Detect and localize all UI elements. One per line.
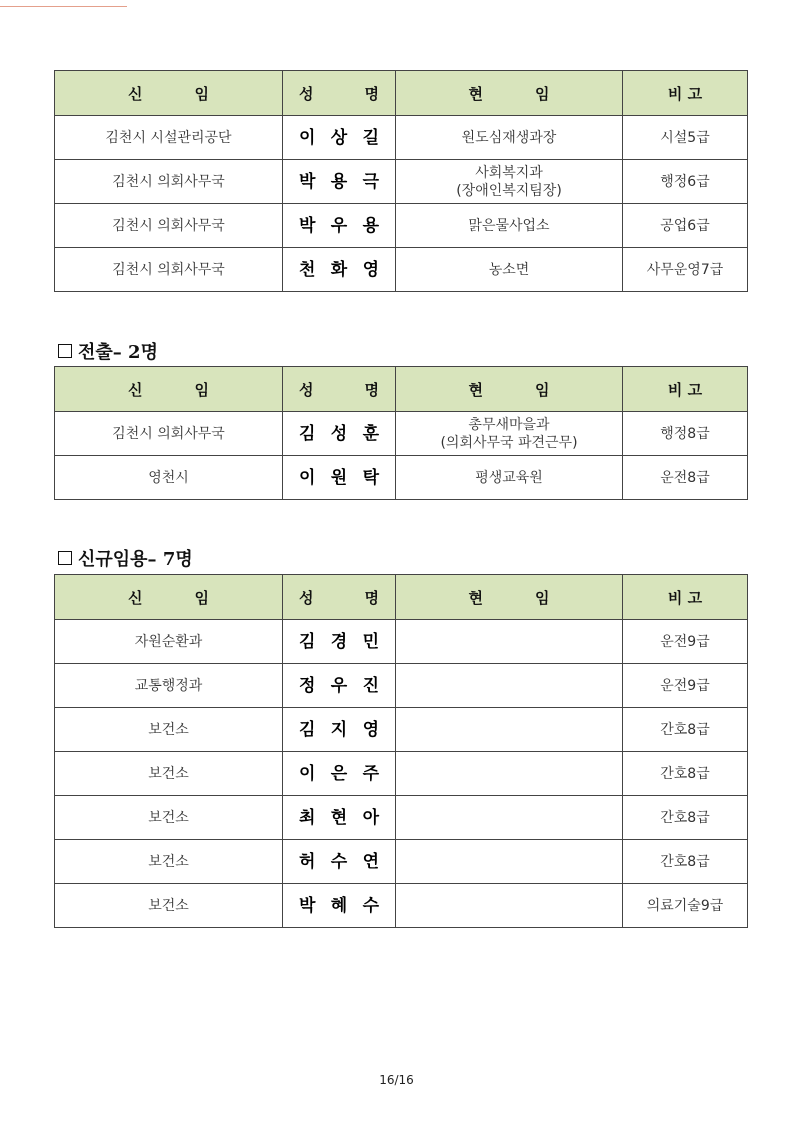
current-post-line: (의회사무국 파견근무) bbox=[440, 434, 578, 451]
table-row bbox=[55, 204, 748, 248]
dept-cell: 보건소 bbox=[55, 840, 283, 884]
header-row bbox=[55, 575, 748, 620]
dept-cell: 교통행정과 bbox=[55, 664, 283, 708]
header-char: 임 bbox=[194, 588, 209, 607]
name-cell bbox=[283, 884, 396, 928]
header-cell-note: 비 고 bbox=[623, 575, 748, 620]
header-label bbox=[396, 587, 622, 608]
note-cell: 운전8급 bbox=[623, 456, 748, 500]
name-char: 박 bbox=[299, 171, 316, 192]
table-row bbox=[55, 708, 748, 752]
name-char: 혜 bbox=[330, 895, 348, 916]
person-name bbox=[283, 809, 395, 827]
header-cell-new-post bbox=[55, 71, 283, 116]
current-post-cell bbox=[396, 664, 623, 708]
personnel-table-3 bbox=[54, 574, 748, 928]
header-label bbox=[396, 379, 622, 400]
name-char: 김 bbox=[299, 719, 316, 740]
person-name bbox=[283, 677, 395, 695]
person-name bbox=[283, 897, 395, 915]
header-char: 임 bbox=[535, 380, 550, 399]
header-cell-current-post bbox=[396, 367, 623, 412]
current-post-line: 총무새마을과 bbox=[468, 416, 550, 433]
header-char: 신 bbox=[128, 84, 143, 103]
note-cell: 운전9급 bbox=[623, 620, 748, 664]
current-post-cell bbox=[396, 412, 623, 456]
table-body bbox=[55, 116, 748, 292]
header-char: 성 bbox=[299, 588, 314, 607]
name-char: 진 bbox=[362, 675, 379, 696]
header-cell-new-post bbox=[55, 575, 283, 620]
table-header bbox=[55, 575, 748, 620]
name-cell bbox=[283, 248, 396, 292]
header-cell-new-post bbox=[55, 367, 283, 412]
current-post-line: 원도심재생과장 bbox=[461, 129, 557, 146]
note-cell: 행정6급 bbox=[623, 160, 748, 204]
current-post-cell bbox=[396, 116, 623, 160]
name-char: 이 bbox=[299, 127, 316, 148]
name-char: 정 bbox=[299, 675, 316, 696]
name-cell bbox=[283, 412, 396, 456]
current-post-cell bbox=[396, 248, 623, 292]
dept-cell: 영천시 bbox=[55, 456, 283, 500]
name-char: 수 bbox=[330, 851, 348, 872]
current-post-cell bbox=[396, 204, 623, 248]
name-char: 최 bbox=[299, 807, 316, 828]
header-cell-current-post bbox=[396, 575, 623, 620]
current-post-cell bbox=[396, 884, 623, 928]
name-cell bbox=[283, 708, 396, 752]
header-label bbox=[55, 83, 282, 104]
name-char: 화 bbox=[330, 259, 348, 280]
note-cell: 간호8급 bbox=[623, 840, 748, 884]
section-title: 신규임용– 7명 bbox=[78, 549, 193, 570]
note-cell: 시설5급 bbox=[623, 116, 748, 160]
dept-cell: 김천시 의회사무국 bbox=[55, 204, 283, 248]
note-cell: 간호8급 bbox=[623, 796, 748, 840]
note-cell: 행정8급 bbox=[623, 412, 748, 456]
current-post-cell bbox=[396, 840, 623, 884]
table-row bbox=[55, 116, 748, 160]
table-body bbox=[55, 620, 748, 928]
table-row bbox=[55, 248, 748, 292]
table-row bbox=[55, 456, 748, 500]
header-char: 명 bbox=[364, 380, 379, 399]
current-post-line: (장애인복지팀장) bbox=[456, 182, 562, 199]
name-cell bbox=[283, 116, 396, 160]
table-row bbox=[55, 840, 748, 884]
name-char: 박 bbox=[299, 215, 316, 236]
name-char: 민 bbox=[362, 631, 379, 652]
dept-cell: 보건소 bbox=[55, 796, 283, 840]
table-row bbox=[55, 752, 748, 796]
name-cell bbox=[283, 664, 396, 708]
name-char: 우 bbox=[330, 215, 348, 236]
header-cell-current-post bbox=[396, 71, 623, 116]
current-post-cell bbox=[396, 620, 623, 664]
section-title: 전출– 2명 bbox=[78, 342, 158, 363]
person-name bbox=[283, 425, 395, 443]
section-heading-new-hire bbox=[58, 545, 193, 571]
current-post-line: 맑은물사업소 bbox=[468, 217, 550, 234]
current-post-cell bbox=[396, 456, 623, 500]
name-char: 이 bbox=[299, 763, 316, 784]
note-cell: 사무운영7급 bbox=[623, 248, 748, 292]
header-char: 임 bbox=[535, 588, 550, 607]
checkbox-square-icon bbox=[58, 344, 72, 358]
table-row bbox=[55, 884, 748, 928]
dept-cell: 김천시 의회사무국 bbox=[55, 248, 283, 292]
name-cell bbox=[283, 796, 396, 840]
person-name bbox=[283, 633, 395, 651]
personnel-table-1 bbox=[54, 70, 748, 292]
person-name bbox=[283, 853, 395, 871]
name-char: 지 bbox=[330, 719, 348, 740]
note-cell: 운전9급 bbox=[623, 664, 748, 708]
table-row bbox=[55, 620, 748, 664]
header-char: 현 bbox=[468, 84, 483, 103]
name-char: 연 bbox=[362, 851, 379, 872]
current-post-line: 농소면 bbox=[488, 261, 530, 278]
table-row bbox=[55, 412, 748, 456]
name-char: 상 bbox=[330, 127, 348, 148]
name-char: 용 bbox=[362, 215, 379, 236]
name-char: 용 bbox=[330, 171, 348, 192]
header-cell-note: 비 고 bbox=[623, 71, 748, 116]
table-header bbox=[55, 71, 748, 116]
name-char: 길 bbox=[362, 127, 379, 148]
current-post-cell bbox=[396, 752, 623, 796]
name-cell bbox=[283, 456, 396, 500]
name-char: 탁 bbox=[362, 467, 379, 488]
dept-cell: 자원순환과 bbox=[55, 620, 283, 664]
header-cell-note: 비 고 bbox=[623, 367, 748, 412]
header-char: 임 bbox=[535, 84, 550, 103]
name-char: 원 bbox=[330, 467, 348, 488]
name-char: 주 bbox=[362, 763, 379, 784]
current-post-cell bbox=[396, 796, 623, 840]
current-post-line: 평생교육원 bbox=[475, 469, 543, 486]
name-char: 훈 bbox=[362, 423, 379, 444]
name-char: 박 bbox=[299, 895, 316, 916]
header-char: 신 bbox=[128, 380, 143, 399]
name-char: 수 bbox=[362, 895, 379, 916]
note-cell: 간호8급 bbox=[623, 708, 748, 752]
header-label bbox=[396, 83, 622, 104]
header-row bbox=[55, 71, 748, 116]
person-name bbox=[283, 217, 395, 235]
header-char: 임 bbox=[194, 380, 209, 399]
name-char: 천 bbox=[299, 259, 316, 280]
name-char: 우 bbox=[330, 675, 348, 696]
name-char: 허 bbox=[299, 851, 316, 872]
name-char: 아 bbox=[362, 807, 379, 828]
person-name bbox=[283, 261, 395, 279]
page-number: 16/16 bbox=[379, 1073, 414, 1087]
name-char: 영 bbox=[362, 259, 379, 280]
top-rule bbox=[0, 6, 127, 7]
table-header bbox=[55, 367, 748, 412]
header-char: 현 bbox=[468, 588, 483, 607]
name-char: 현 bbox=[330, 807, 348, 828]
header-char: 명 bbox=[364, 588, 379, 607]
header-label bbox=[283, 379, 395, 400]
note-cell: 간호8급 bbox=[623, 752, 748, 796]
table-row bbox=[55, 664, 748, 708]
header-char: 성 bbox=[299, 84, 314, 103]
name-char: 김 bbox=[299, 423, 316, 444]
current-post-line: 사회복지과 bbox=[475, 164, 543, 181]
current-post-cell bbox=[396, 160, 623, 204]
name-char: 영 bbox=[362, 719, 379, 740]
name-char: 경 bbox=[330, 631, 348, 652]
table-body bbox=[55, 412, 748, 500]
personnel-table-2 bbox=[54, 366, 748, 500]
header-char: 성 bbox=[299, 380, 314, 399]
name-cell bbox=[283, 160, 396, 204]
checkbox-square-icon bbox=[58, 551, 72, 565]
name-cell bbox=[283, 620, 396, 664]
person-name bbox=[283, 129, 395, 147]
header-char: 현 bbox=[468, 380, 483, 399]
table-row bbox=[55, 796, 748, 840]
name-char: 극 bbox=[362, 171, 379, 192]
name-char: 김 bbox=[299, 631, 316, 652]
dept-cell: 김천시 의회사무국 bbox=[55, 412, 283, 456]
section-heading-transfer-out bbox=[58, 338, 158, 364]
header-label bbox=[283, 587, 395, 608]
name-char: 성 bbox=[330, 423, 348, 444]
name-char: 이 bbox=[299, 467, 316, 488]
dept-cell: 보건소 bbox=[55, 708, 283, 752]
header-char: 임 bbox=[194, 84, 209, 103]
name-cell bbox=[283, 752, 396, 796]
dept-cell: 김천시 의회사무국 bbox=[55, 160, 283, 204]
header-label bbox=[55, 587, 282, 608]
header-char: 신 bbox=[128, 588, 143, 607]
name-char: 은 bbox=[330, 763, 348, 784]
header-label bbox=[55, 379, 282, 400]
name-cell bbox=[283, 204, 396, 248]
person-name bbox=[283, 721, 395, 739]
header-cell-name bbox=[283, 367, 396, 412]
header-label bbox=[283, 83, 395, 104]
header-cell-name bbox=[283, 71, 396, 116]
name-cell bbox=[283, 840, 396, 884]
header-row bbox=[55, 367, 748, 412]
note-cell: 의료기술9급 bbox=[623, 884, 748, 928]
person-name bbox=[283, 469, 395, 487]
dept-cell: 보건소 bbox=[55, 752, 283, 796]
note-cell: 공업6급 bbox=[623, 204, 748, 248]
current-post-cell bbox=[396, 708, 623, 752]
header-char: 명 bbox=[364, 84, 379, 103]
header-cell-name bbox=[283, 575, 396, 620]
person-name bbox=[283, 765, 395, 783]
person-name bbox=[283, 173, 395, 191]
dept-cell: 김천시 시설관리공단 bbox=[55, 116, 283, 160]
dept-cell: 보건소 bbox=[55, 884, 283, 928]
table-row bbox=[55, 160, 748, 204]
